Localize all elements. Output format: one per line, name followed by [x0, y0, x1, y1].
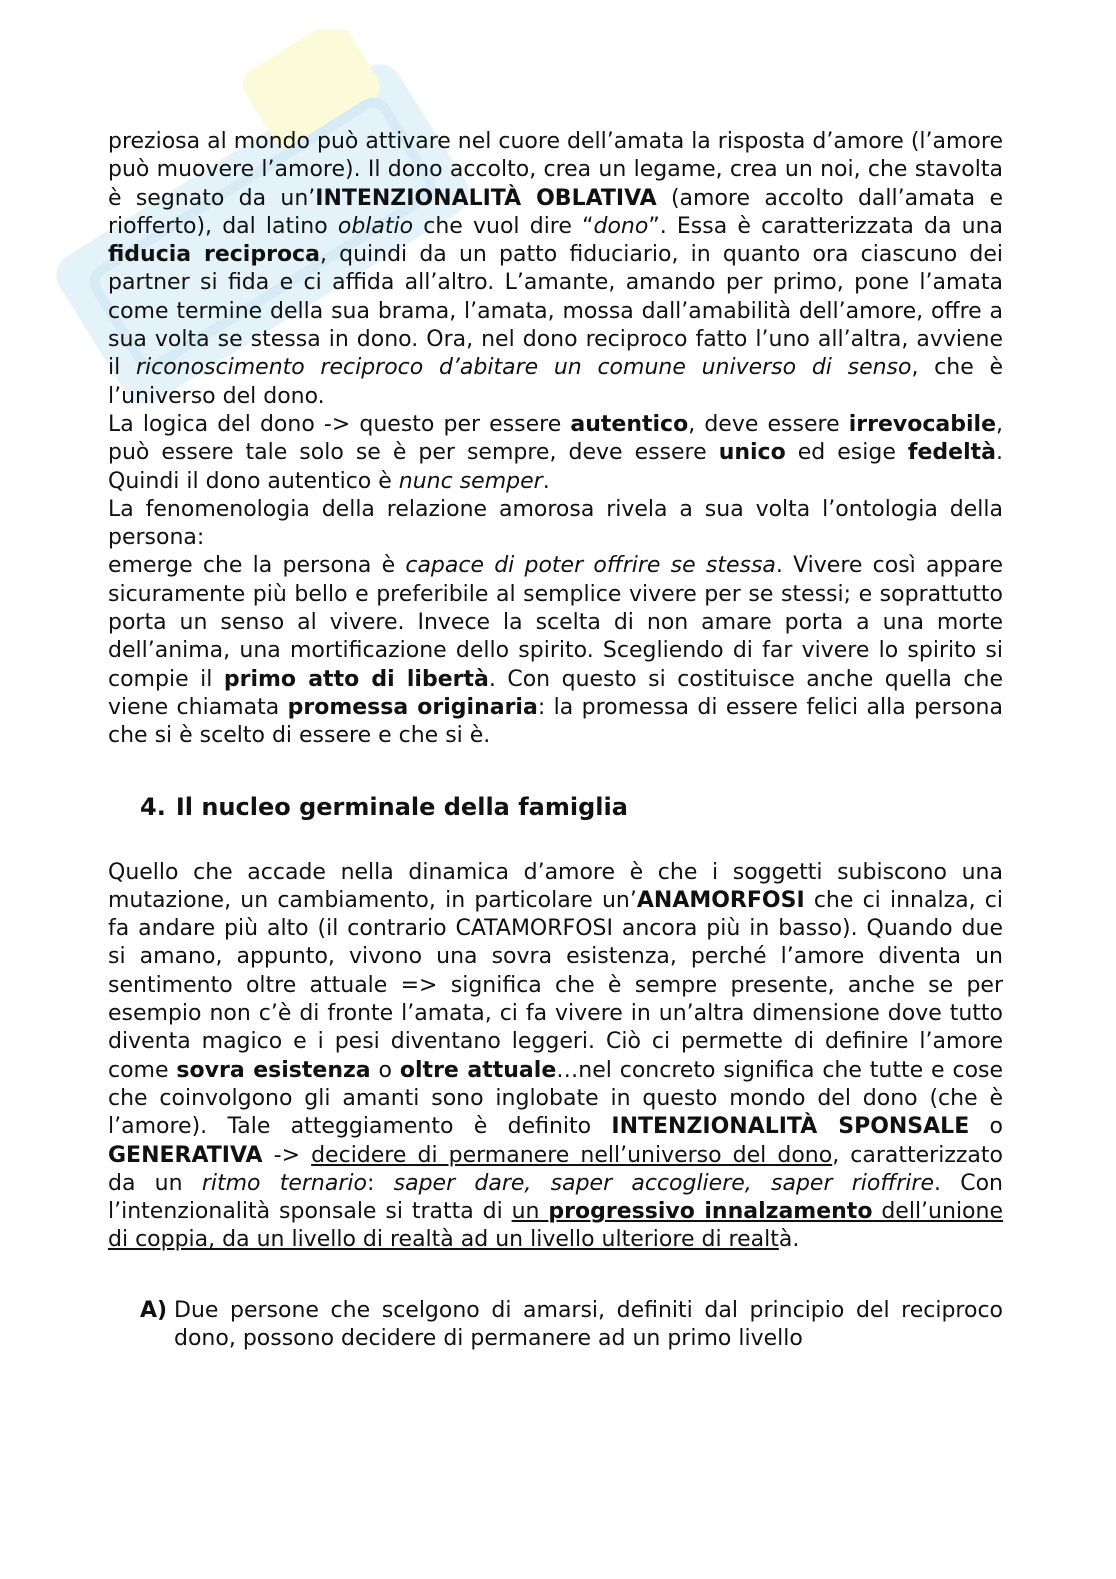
text-run: decidere di permanere nell’universo del dono [311, 1142, 833, 1168]
text-run: fiducia reciproca [108, 242, 320, 268]
text-run: unico [718, 440, 786, 466]
text-run: , può essere tale solo se è per sempre, deve essere [108, 411, 1003, 466]
text-run: . [542, 468, 550, 494]
text-run: o [370, 1057, 400, 1083]
text-run: dell’unione di coppia, da un livello di realtà ad un livello ulteriore di realt [108, 1199, 1003, 1253]
list-item-text: Due persone che scelgono di amarsi, definiti dal principio del reciproco dono, possono decidere di permanere ad un primo livello [174, 1297, 1003, 1351]
text-run: : la promessa di essere felici alla persona che si è scelto di essere e che si è. [108, 694, 1003, 749]
section-heading [140, 793, 1003, 821]
paragraph-anamorfosi [108, 859, 1003, 1255]
text-run: , deve essere [688, 411, 849, 437]
text-run: ed esige [785, 440, 908, 466]
text-run: . Con l’intenzionalità sponsale si tratta di [108, 1170, 1003, 1225]
text-run: oblatio [337, 213, 414, 239]
text-run: autentico [570, 411, 689, 437]
document-page [108, 128, 1003, 1353]
text-run: , che è l’universo del dono. [108, 355, 1003, 409]
list-item-a [140, 1297, 1003, 1354]
text-run: preziosa al mondo può attivare nel cuore dell’amata la risposta d’amore (l’amore può muovere l’amore). Il dono accolto, crea un legame, crea un noi, che stavolta è segnato da un’ [108, 129, 1003, 211]
text-run: emerge che la persona è [108, 553, 406, 579]
text-run: progressivo innalzamento [548, 1199, 873, 1225]
text-run: à. [778, 1227, 800, 1253]
text-run: dono [593, 213, 649, 239]
text-run: primo atto di libertà [223, 666, 489, 692]
text-run: . Con questo si costituisce anche quella che viene chiamata [108, 666, 1004, 720]
text-run: riconoscimento reciproco d’abitare un comune universo di senso [135, 355, 912, 381]
paragraph-dono-accolto [108, 128, 1003, 411]
text-run: , quindi da un patto fiduciario, in quanto ora ciascuno dei partner si fida e ci affida all’altro. L’amante, amando per primo, pone l’amata come termine della sua brama, l’amata, mossa dall’amabilità dell’amore, offre a sua volta se stessa in dono. Ora, nel dono reciproco fatto l’uno all’altra, avviene il [108, 242, 1003, 381]
section-title: Il nucleo germinale della famiglia [175, 792, 628, 821]
text-run: che ci innalza, ci fa andare più alto (il contrario CATAMORFOSI ancora più in basso). Quando due si amano, appunto, vivono una sovra esistenza, perché l’amore diventa un sentimento oltre attuale => significa che è sempre presente, anche se per esempio non c’è di fronte l’amata, ci fa vivere in un’altra dimensione dove tutto diventa magico e i pesi diventano leggeri. Ciò ci permette di definire l’amore come [108, 887, 1003, 1083]
paragraph-fenomenologia [108, 496, 1003, 553]
text-run: La logica del dono -> questo per essere [108, 411, 571, 437]
text-run: ”. Essa è caratterizzata da una [648, 213, 1003, 239]
text-run: (amore accolto dall’amata e riofferto), dal latino [108, 185, 1003, 239]
text-run: ANAMORFOSI [636, 887, 805, 913]
paragraph-logica-dono [108, 411, 1003, 496]
text-run: saper dare, saper accogliere, saper rioffrire [393, 1170, 934, 1196]
text-run: che vuol dire “ [413, 213, 594, 239]
text-run: irrevocabile [848, 411, 996, 437]
text-run: -> [262, 1142, 312, 1168]
text-run: …nel concreto significa che tutte e cose che coinvolgono gli amanti sono inglobate in questo mondo del dono (che è l’amore). Tale atteggiamento è definito [108, 1057, 1004, 1140]
list-marker: A) [140, 1297, 168, 1323]
paragraph-persona [108, 552, 1003, 750]
text-run: INTENZIONALITÀ SPONSALE [611, 1114, 970, 1140]
text-run: La fenomenologia della relazione amorosa rivela a sua volta l’ontologia della persona: [108, 496, 1003, 551]
text-run: oltre attuale [399, 1057, 557, 1083]
text-run: un [511, 1199, 549, 1225]
text-run: ritmo ternario [201, 1170, 367, 1196]
text-run: . Quindi il dono autentico è [108, 440, 1003, 494]
text-run: o [969, 1114, 1003, 1140]
text-run: fedeltà [907, 440, 996, 466]
text-run: Quello che accade nella dinamica d’amore è che i soggetti subiscono una mutazione, un cambiamento, in particolare un’ [108, 859, 1003, 913]
text-run: sovra esistenza [176, 1057, 371, 1083]
text-run: promessa originaria [287, 694, 538, 720]
text-run: , caratterizzato da un [108, 1142, 1003, 1196]
text-run: GENERATIVA [108, 1142, 263, 1168]
text-run: capace di poter offrire se stessa [405, 553, 776, 579]
text-run: INTENZIONALITÀ OBLATIVA [315, 185, 657, 211]
section-number: 4. [140, 792, 166, 821]
text-run: : [366, 1170, 394, 1196]
text-run: nunc semper [398, 468, 543, 494]
text-run: . Vivere così appare sicuramente più bello e preferibile al semplice vivere per se stessi; e soprattutto porta un senso al vivere. Invece la scelta di non amare porta a una morte dell’anima, una mortificazione dello spirito. Scegliendo di far vivere lo spirito si compie il [108, 553, 1003, 692]
